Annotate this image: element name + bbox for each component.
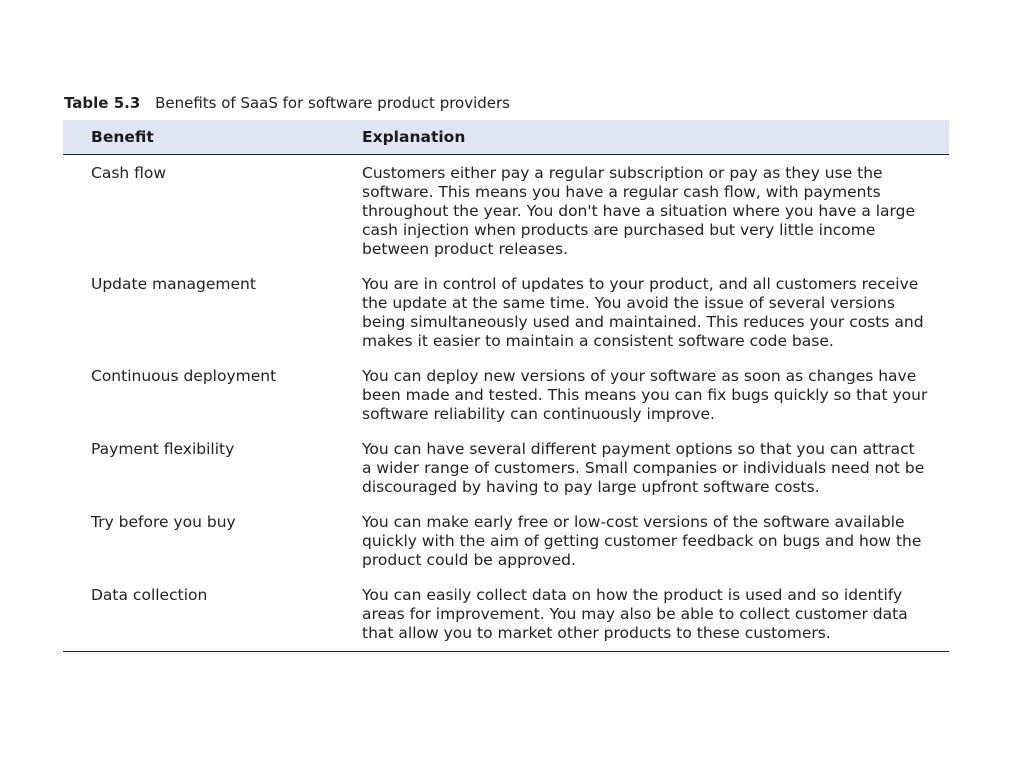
benefit-cell: Try before you buy bbox=[91, 513, 236, 531]
explanation-cell: You can easily collect data on how the product is used and so identify areas for improvement. You may also be able to collect customer data that allow you to market other products to these customers. bbox=[362, 586, 908, 642]
explanation-cell: You can make early free or low-cost versions of the software available quickly with the aim of getting customer feedback on bugs and how the product could be approved. bbox=[362, 513, 922, 569]
table-row bbox=[63, 505, 949, 578]
table-number: Table 5.3 bbox=[64, 94, 141, 112]
benefit-cell: Cash flow bbox=[91, 164, 167, 182]
explanation-cell: Customers either pay a regular subscription or pay as they use the software. This means you have a regular cash flow, with payments throughout the year. You don't have a situation where you have a large cash injection when products are purchased but very little income between product releases. bbox=[362, 164, 916, 258]
benefit-cell: Payment flexibility bbox=[91, 440, 235, 458]
table-header-row bbox=[63, 120, 949, 155]
explanation-cell: You can deploy new versions of your software as soon as changes have been made and tested. This means you can fix bugs quickly so that your software reliability can continuously improve. bbox=[362, 367, 928, 423]
benefit-cell: Update management bbox=[91, 275, 256, 293]
header-benefit: Benefit bbox=[63, 120, 361, 155]
benefit-cell: Data collection bbox=[91, 586, 208, 604]
header-explanation: Explanation bbox=[361, 120, 949, 155]
benefits-table bbox=[63, 120, 949, 651]
table-row bbox=[63, 432, 949, 505]
table-row bbox=[63, 578, 949, 651]
explanation-cell: You are in control of updates to your product, and all customers receive the update at the same time. You avoid the issue of several versions being simultaneously used and maintained. This reduces your costs and makes it easier to maintain a consistent software code base. bbox=[362, 275, 924, 350]
table-row bbox=[63, 267, 949, 359]
benefits-table-container bbox=[63, 120, 949, 652]
explanation-cell: You can have several different payment options so that you can attract a wider range of customers. Small companies or individuals need not be discouraged by having to pay large upfront software costs. bbox=[362, 440, 925, 496]
table-caption bbox=[64, 93, 510, 113]
benefit-cell: Continuous deployment bbox=[91, 367, 277, 385]
table-title: Benefits of SaaS for software product providers bbox=[155, 94, 511, 112]
table-row bbox=[63, 155, 949, 268]
table-row bbox=[63, 359, 949, 432]
